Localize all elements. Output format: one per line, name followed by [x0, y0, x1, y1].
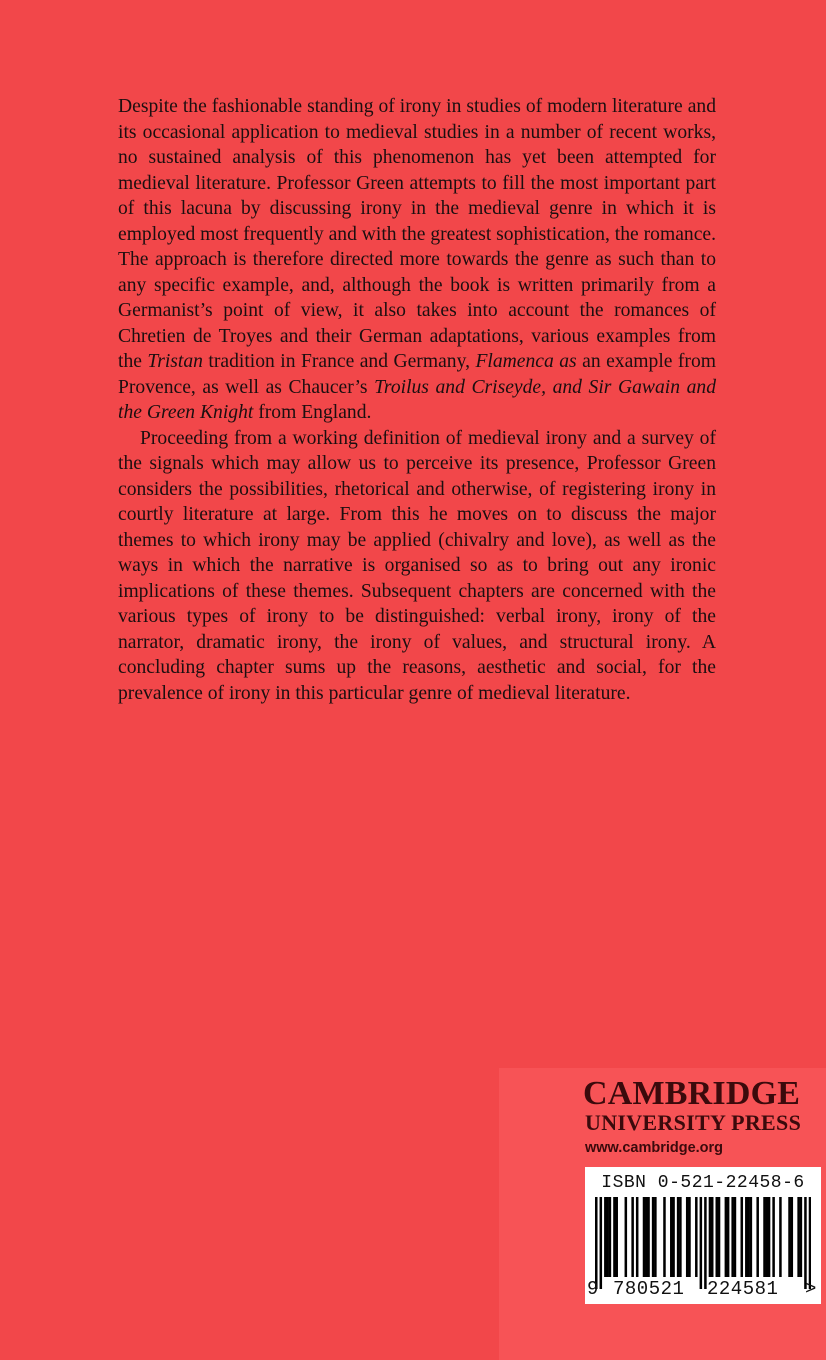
publisher-website: www.cambridge.org: [585, 1140, 724, 1156]
barcode-bar: [595, 1197, 598, 1289]
barcode-bar: [700, 1197, 703, 1289]
blurb-paragraph-1: [118, 94, 716, 426]
barcode-bar: [609, 1197, 612, 1277]
barcode-bar: [718, 1197, 721, 1277]
barcode-bar: [747, 1197, 750, 1277]
text-run: from England.: [253, 402, 372, 423]
publisher-logo-name: CAMBRIDGE: [583, 1075, 801, 1112]
barcode-bar: [731, 1197, 734, 1277]
barcode-bar: [809, 1197, 811, 1289]
blurb-paragraph-2: Proceeding from a working definition of medieval irony and a survey of the signals which may allow us to perceive its presence, Professor Green considers the possibilities, rhetorical and otherwise, of registering irony in courtly literature at large. From this he moves on to discuss the major themes to which irony may be applied (chivalry and love), as well as the ways in which the narrative is organised so as to bring out any ironic implications of these themes. Subsequent chapters are concerned with the various types of irony to be distinguished: verbal irony, irony of the narrator, dramatic irony, the irony of values, and structural irony. A concluding chapter sums up the reasons, aesthetic and social, for the prevalence of irony in this particular genre of medieval literature.: [118, 427, 716, 704]
barcode-bar: [763, 1197, 766, 1277]
barcode-bar: [606, 1197, 609, 1277]
barcode-bar: [652, 1197, 655, 1277]
barcode-bar: [670, 1197, 673, 1277]
text-run: Despite the fashionable standing of irony in studies of modern literature and its occasional application to medieval studies in a number of recent works, no sustained analysis of this phenomenon has yet been attempted for medieval literature. Professor Green attempts to fill the most important part of this lacuna by discussing irony in the medieval genre in which it is employed most frequently and with the greatest sophistication, the romance. The approach is therefore directed more towards the genre as such than to any specific example, and, although the book is written primarily from a Germanist’s point of view, it also takes into account the romances of Chretien de Troyes and their German adaptations, various examples from the: [118, 96, 716, 372]
italic-title: Flamenca as: [475, 351, 577, 372]
italic-title: Tristan: [147, 351, 203, 372]
publisher-logo-press: UNIVERSITY PRESS: [585, 1110, 802, 1135]
barcode-bar: [788, 1197, 791, 1277]
barcode-bar: [772, 1197, 775, 1277]
ean-right-group: 224581: [707, 1278, 779, 1300]
barcode-bar: [745, 1197, 748, 1277]
ean-left-group: 780521: [613, 1278, 685, 1300]
isbn-number: ISBN 0-521-22458-6: [601, 1173, 805, 1193]
barcode-bar: [600, 1197, 603, 1289]
barcode-bar: [734, 1197, 737, 1277]
barcode-bar: [613, 1197, 616, 1277]
italic-title: Troilus and Criseyde, and Sir Gawain and the Green Knight: [118, 376, 716, 423]
barcode-bar: [686, 1197, 689, 1277]
barcode-bar: [654, 1197, 657, 1277]
barcode-bar: [604, 1197, 607, 1277]
isbn-barcode-label: [585, 1167, 821, 1304]
barcode-bar: [631, 1197, 634, 1277]
ean-first-digit: 9: [587, 1278, 599, 1300]
barcode-bar: [766, 1197, 769, 1277]
barcode-bar: [663, 1197, 666, 1277]
barcode-bar: [725, 1197, 728, 1277]
barcode-bar: [625, 1197, 628, 1277]
barcode-bar: [645, 1197, 648, 1277]
barcode-bar: [768, 1197, 771, 1277]
text-run: an example from Provence, as well as Chaucer’s: [118, 351, 716, 398]
barcode-bars: [595, 1197, 811, 1289]
barcode-bar: [800, 1197, 803, 1277]
barcode-bar: [804, 1197, 807, 1289]
barcode-bar: [791, 1197, 794, 1277]
barcode-bar: [727, 1197, 730, 1277]
barcode-bar: [704, 1197, 707, 1289]
barcode-bar: [615, 1197, 618, 1277]
barcode-bar: [716, 1197, 719, 1277]
barcode-bar: [711, 1197, 714, 1277]
barcode-bar: [636, 1197, 639, 1277]
barcode-bar: [756, 1197, 759, 1277]
barcode-bar: [741, 1197, 744, 1277]
barcode-bar: [677, 1197, 680, 1277]
back-cover-blurb: [118, 94, 716, 706]
barcode-bar: [797, 1197, 800, 1277]
barcode-bar: [672, 1197, 675, 1277]
barcode-bar: [647, 1197, 650, 1277]
barcode-bar: [709, 1197, 712, 1277]
barcode-bar: [750, 1197, 753, 1277]
text-run: tradition in France and Germany,: [202, 351, 476, 372]
barcode-bar: [643, 1197, 646, 1277]
publisher-panel: [499, 1068, 826, 1360]
barcode-bar: [779, 1197, 782, 1277]
barcode-bar: [688, 1197, 691, 1277]
barcode-bar: [679, 1197, 682, 1277]
barcode-bar: [695, 1197, 698, 1277]
ean-end-mark: >: [805, 1278, 817, 1300]
